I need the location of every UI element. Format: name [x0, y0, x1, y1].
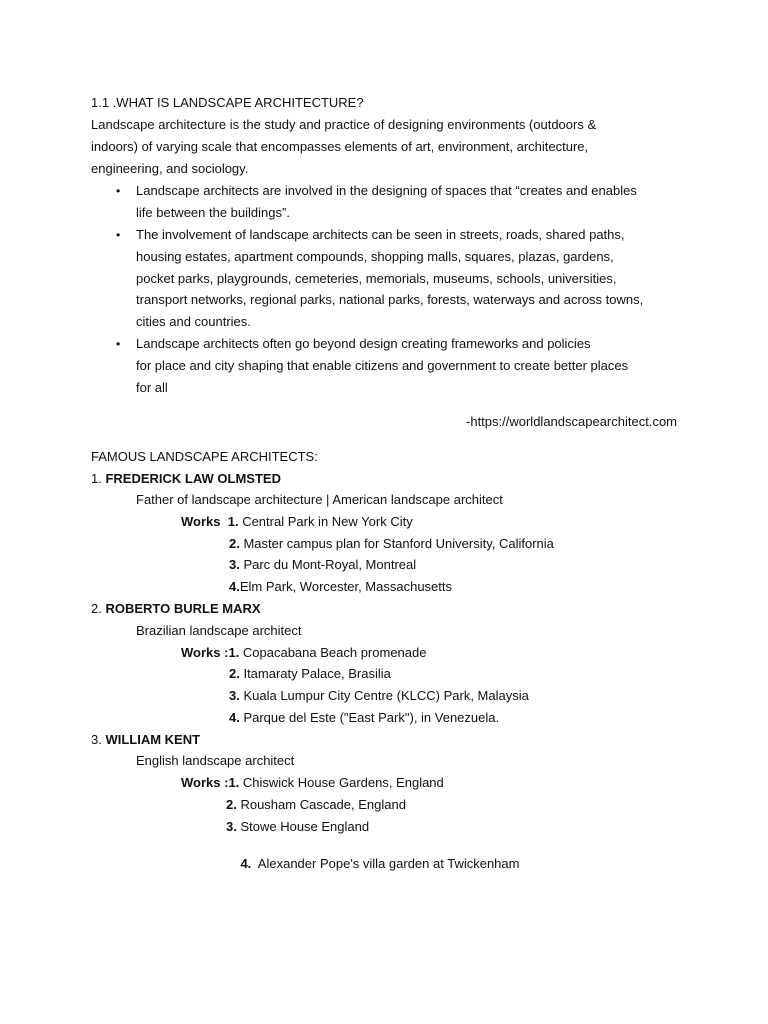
bullet-line: for place and city shaping that enable citizens and government to create better places — [136, 358, 629, 373]
bullet-line: life between the buildings”. — [136, 205, 290, 220]
work-title: Parque del Este ("East Park"), in Venezuela. — [239, 710, 500, 725]
bullet-line: Landscape architects often go beyond design creating frameworks and policies — [136, 336, 591, 351]
work-title: Itamaraty Palace, Brasilia — [239, 666, 391, 681]
bullet-icon: • — [116, 228, 121, 242]
work-number: 1. — [228, 775, 240, 790]
work-number: 3. — [226, 819, 237, 834]
architect-description: Father of landscape architecture | American landscape architect — [136, 492, 503, 507]
architect-number: 3. — [91, 732, 102, 747]
works-label-text: Works : — [181, 645, 229, 660]
work-number: 3. — [229, 688, 240, 703]
architect-name: FREDERICK LAW OLMSTED — [105, 471, 281, 486]
work-number: 1. — [228, 645, 240, 660]
work-title: Elm Park, Worcester, Massachusetts — [239, 579, 453, 594]
bullet-icon: • — [116, 337, 121, 351]
architect-description: English landscape architect — [136, 753, 295, 768]
works-label-text: Works : — [181, 775, 229, 790]
work-item — [226, 840, 519, 888]
section-heading: 1.1 .WHAT IS LANDSCAPE ARCHITECTURE? — [91, 95, 364, 110]
work-number: 4. — [229, 579, 240, 594]
work-number: 4. — [240, 856, 252, 871]
work-title: Central Park in New York City — [238, 514, 413, 529]
work-item — [229, 536, 554, 552]
bullet-line: for all — [136, 380, 168, 395]
work-title: Kuala Lumpur City Centre (KLCC) Park, Malaysia — [239, 688, 529, 703]
work-title: Stowe House England — [236, 819, 370, 834]
work-item — [229, 688, 529, 704]
architect-number: 1. — [91, 471, 102, 486]
architect-name: ROBERTO BURLE MARX — [105, 601, 261, 616]
intro-line: Landscape architecture is the study and practice of designing environments (outdoors & — [91, 117, 597, 132]
architect-number: 2. — [91, 601, 102, 616]
work-item — [229, 579, 452, 595]
intro-line: engineering, and sociology. — [91, 161, 249, 176]
work-title: Master campus plan for Stanford University, California — [239, 536, 554, 551]
source-link[interactable]: -https://worldlandscapearchitect.com — [466, 414, 677, 429]
work-item — [229, 666, 391, 682]
work-item — [229, 557, 416, 573]
bullet-icon: • — [116, 184, 121, 198]
work-number: 4. — [229, 710, 240, 725]
famous-heading: FAMOUS LANDSCAPE ARCHITECTS: — [91, 449, 318, 464]
work-title: Copacabana Beach promenade — [239, 645, 427, 660]
work-number: 3. — [229, 557, 240, 572]
work-title: Rousham Cascade, England — [236, 797, 406, 812]
work-item — [226, 797, 406, 813]
bullet-line: housing estates, apartment compounds, shopping malls, squares, plazas, gardens, — [136, 249, 614, 264]
works-label-text: Works — [181, 514, 221, 529]
intro-line: indoors) of varying scale that encompasses elements of art, environment, architecture, — [91, 139, 589, 154]
work-number: 2. — [229, 536, 240, 551]
architect-name: WILLIAM KENT — [105, 732, 201, 747]
bullet-line: cities and countries. — [136, 314, 251, 329]
bullet-line: pocket parks, playgrounds, cemeteries, memorials, museums, schools, universities, — [136, 271, 617, 286]
architect-description: Brazilian landscape architect — [136, 623, 302, 638]
works-label — [181, 645, 426, 661]
work-title: Parc du Mont-Royal, Montreal — [239, 557, 417, 572]
architect-heading — [91, 732, 200, 748]
work-item — [229, 710, 499, 726]
bullet-line: transport networks, regional parks, national parks, forests, waterways and across towns, — [136, 292, 644, 307]
work-number: 1. — [227, 514, 239, 529]
bullet-line: Landscape architects are involved in the designing of spaces that “creates and enables — [136, 183, 637, 198]
works-label — [181, 514, 413, 530]
architect-heading — [91, 601, 261, 617]
work-number: 2. — [229, 666, 240, 681]
architect-heading — [91, 471, 281, 487]
work-title: Alexander Pope's villa garden at Twickenham — [251, 856, 520, 871]
work-item — [226, 819, 369, 835]
bullet-line: The involvement of landscape architects can be seen in streets, roads, shared paths, — [136, 227, 625, 242]
work-number: 2. — [226, 797, 237, 812]
works-label — [181, 775, 444, 791]
work-title: Chiswick House Gardens, England — [239, 775, 444, 790]
